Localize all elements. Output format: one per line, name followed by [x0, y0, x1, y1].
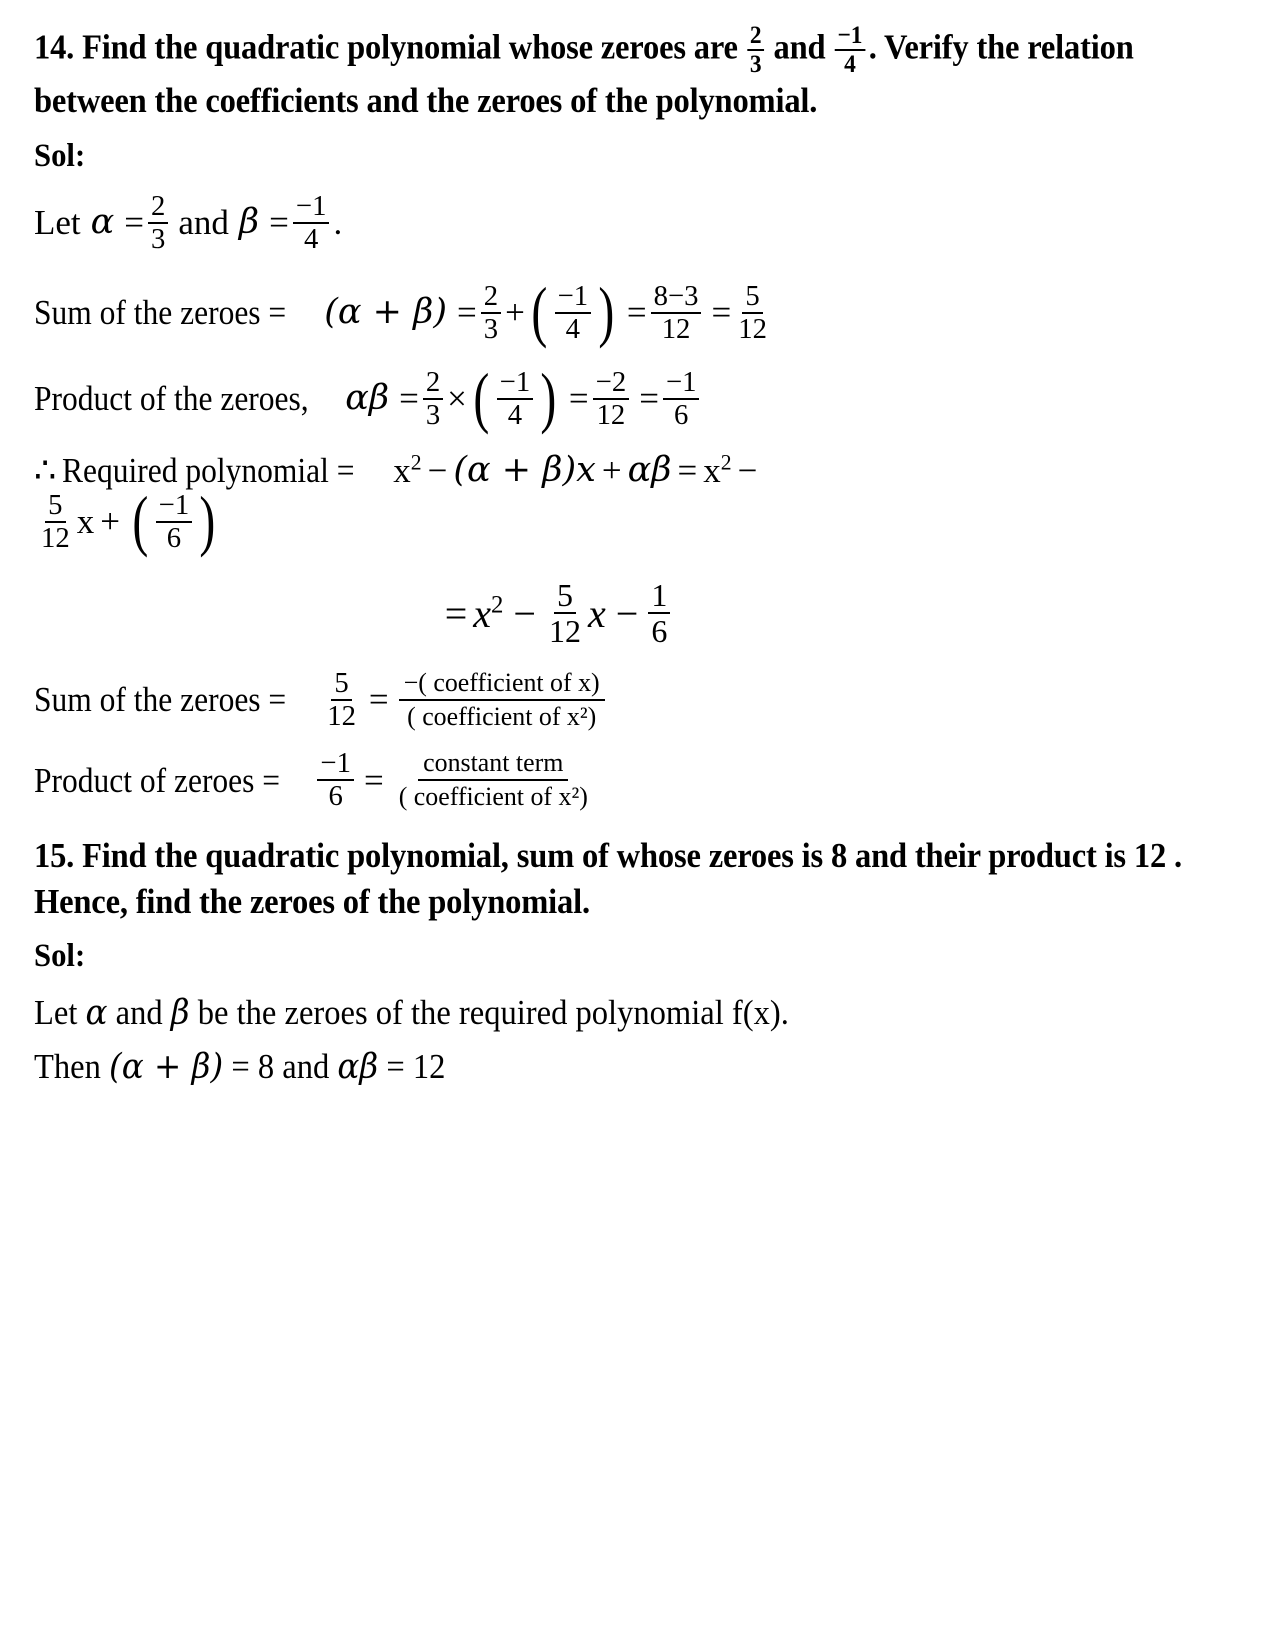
q14-sum-of-zeroes-line — [34, 273, 1245, 350]
req-alpha-beta-x: (α + β)x — [453, 449, 596, 490]
q15-alpha-beta: αβ — [337, 1047, 379, 1088]
product-equals-1: = — [399, 379, 419, 419]
right-paren: ) — [540, 359, 557, 436]
product-fraction-2-parenthesized: ( $\frac{-1}{4}$ ) — [473, 359, 557, 436]
sum-equals-1: = — [457, 293, 477, 333]
q15-let: Let — [34, 993, 78, 1033]
disp-equals: = — [444, 590, 468, 636]
q14-required-polynomial-line — [34, 449, 1245, 490]
disp-x-variable: x — [587, 590, 606, 636]
product-of-zeroes-label: Product of the zeroes, — [34, 379, 309, 419]
beta-value-fraction: $\frac{-1}{4}$ — [293, 191, 330, 255]
sum-plus: + — [505, 293, 525, 333]
q14-verify-sum-line — [34, 667, 1245, 733]
alpha-beta-symbol: αβ — [345, 378, 390, 419]
question-14-heading — [34, 22, 1245, 124]
q14-product-of-zeroes-line — [34, 359, 1245, 436]
sum-equals-2: = — [626, 293, 647, 333]
disp-fraction-5-12: $\frac{5}{12}$ — [548, 576, 581, 650]
sum-fraction-1: $\frac{2}{3}$ — [481, 281, 501, 345]
product-equals-2: = — [568, 379, 589, 419]
disp-minus-2: − — [615, 590, 639, 636]
verify-product-constant-fraction: $\frac{\text{constant term}}{\text{( coefficient of x²)}}$ — [398, 748, 588, 812]
q14-heading-text-3: . Verify the relation between the coefficients and the zeroes of the polynomial. — [34, 27, 1134, 121]
req-x-1: $x^2$ — [393, 450, 422, 490]
verify-sum-equals: = — [368, 680, 389, 720]
product-fraction-4: $\frac{-1}{6}$ — [663, 367, 700, 431]
sum-of-zeroes-label: Sum of the zeroes = — [34, 293, 287, 333]
q15-and: and — [115, 993, 163, 1033]
q14-heading-fraction-2: $\frac{-1}{4}$ — [835, 22, 865, 78]
beta-symbol: β — [238, 202, 260, 243]
therefore-icon: ∴ — [34, 450, 57, 490]
q15-equals-12: = 12 — [386, 1047, 446, 1087]
q15-sol-label: Sol: — [34, 938, 86, 975]
q14-heading-fraction-1: $\frac{2}{3}$ — [747, 22, 764, 78]
disp-minus-1: − — [513, 590, 536, 636]
q14-required-polynomial-line-cont — [34, 482, 1245, 559]
let-and: and — [178, 203, 229, 243]
q14-let-line — [34, 191, 1245, 255]
q15-equals-8: = 8 and — [231, 1047, 330, 1087]
let-period: . — [333, 203, 343, 243]
q15-line1-rest: be the zeroes of the required polynomial — [197, 993, 724, 1033]
req-x-2: $x^2$ — [703, 450, 732, 490]
left-paren: ( — [132, 482, 149, 559]
product-equals-3: = — [639, 379, 659, 419]
let-lead: Let — [34, 203, 81, 243]
q15-solution-line-2 — [34, 1045, 1245, 1089]
req-x-variable: x — [76, 502, 95, 542]
req-equals: = — [677, 450, 698, 490]
req-minus-2: − — [737, 450, 758, 490]
q15-solution-line-1 — [34, 991, 1245, 1035]
disp-x-squared: $x^2$ — [473, 590, 504, 636]
req-fraction-5-12: $\frac{5}{12}$ — [41, 488, 70, 554]
equals-1: = — [124, 203, 145, 243]
product-fraction-1: $\frac{2}{3}$ — [423, 367, 443, 431]
equals-2: = — [269, 203, 289, 243]
q14-sol-label: Sol: — [34, 137, 86, 174]
req-plus-2: + — [100, 502, 120, 542]
verify-product-label: Product of zeroes = — [34, 760, 281, 800]
right-paren: ) — [199, 482, 216, 559]
question-15-heading: 15. Find the quadratic polynomial, sum of whose zeroes is 8 and their product is 12 . Hence, find the zeroes of the polynomial. — [34, 836, 1182, 921]
q14-heading-text-1: 14. Find the quadratic polynomial whose zeroes are — [34, 27, 738, 67]
verify-sum-fraction-value: $\frac{5}{12}$ — [327, 666, 356, 732]
verify-product-equals: = — [363, 760, 384, 800]
q15-fx: f(x). — [731, 993, 789, 1033]
q14-display-equation — [34, 578, 1245, 649]
req-plus-1: + — [601, 450, 622, 490]
alpha-symbol: α — [90, 202, 115, 243]
disp-fraction-1-6: $\frac{1}{6}$ — [648, 578, 670, 649]
sum-fraction-2-parenthesized: ( $\frac{-1}{4}$ ) — [531, 273, 615, 350]
verify-product-fraction-value: $\frac{-1}{6}$ — [317, 748, 354, 812]
req-fraction-6-parenthesized: ( $\frac{-1}{6}$ ) — [132, 482, 216, 559]
alpha-value-fraction: $\frac{2}{3}$ — [148, 191, 168, 255]
verify-sum-coefficient-fraction: $\frac{\text{−( coefficient of x)}}{\text{( coefficient of x²)}}$ — [399, 667, 605, 733]
sum-equals-3: = — [711, 293, 732, 333]
q15-beta: β — [170, 993, 190, 1034]
sum-fraction-4: $\frac{5}{12}$ — [738, 279, 767, 345]
left-paren: ( — [531, 273, 548, 350]
q14-heading-text-2: and — [773, 27, 826, 67]
verify-sum-label: Sum of the zeroes = — [34, 680, 287, 720]
sum-fraction-3: $\frac{8-3}{12}$ — [651, 281, 702, 345]
product-fraction-3: $\frac{-2}{12}$ — [593, 367, 630, 431]
req-minus-1: − — [427, 450, 448, 490]
q14-verify-product-line — [34, 747, 1245, 813]
product-times: × — [447, 379, 467, 419]
required-polynomial-label: Required polynomial = — [62, 450, 355, 490]
q15-alpha: α — [85, 993, 108, 1034]
left-paren: ( — [473, 359, 490, 436]
req-alpha-beta: αβ — [627, 449, 672, 490]
right-paren: ) — [598, 273, 615, 350]
q15-then: Then — [34, 1047, 101, 1087]
q15-alpha-plus-beta: (α + β) — [109, 1047, 224, 1088]
sum-expression: (α + β) — [324, 292, 447, 333]
